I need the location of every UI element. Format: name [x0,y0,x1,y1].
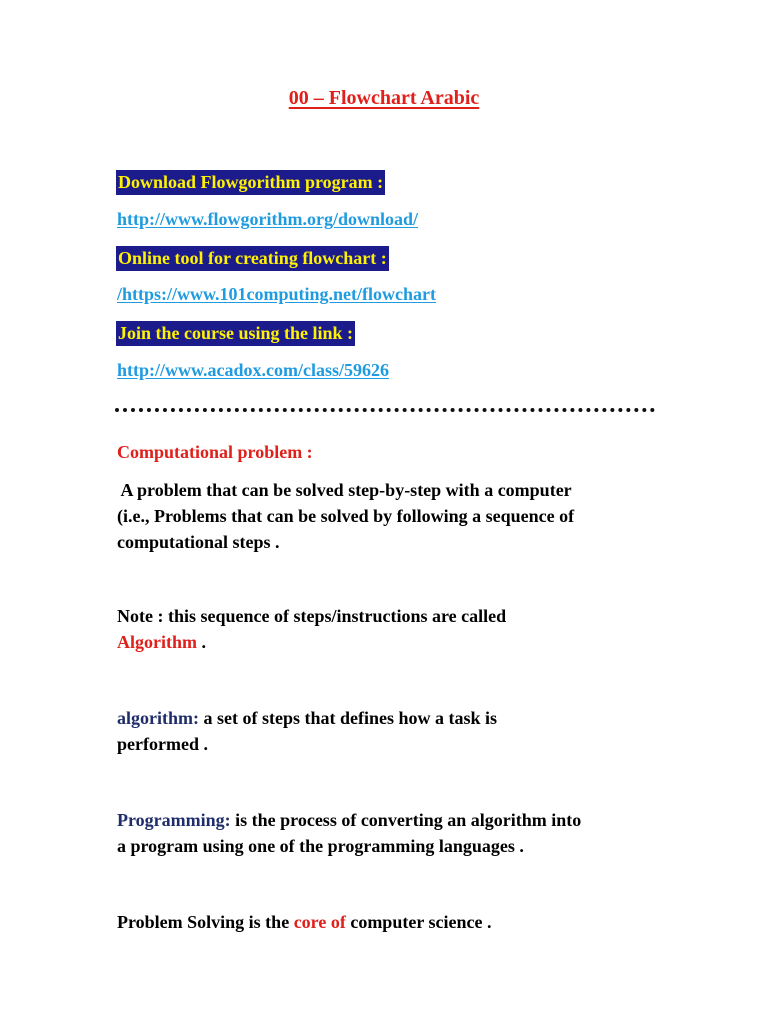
algorithm-term-suffix: . [197,632,206,652]
algorithm-definition-line-2: performed . [117,734,208,754]
course-link[interactable]: http://www.acadox.com/class/59626 [117,360,389,380]
computational-problem-heading: Computational problem : [117,442,313,462]
course-label: Join the course using the link : [116,321,355,346]
note-line-1: Note : this sequence of steps/instructions are called [117,606,507,626]
computational-problem-line-1: A problem that can be solved step-by-step with a computer [117,480,572,500]
programming-definition-line-2: a program using one of the programming languages . [117,836,524,856]
computational-problem-line-3: computational steps . [117,532,280,552]
algorithm-term: Algorithm [117,632,197,652]
algorithm-definition-line-1 [117,705,497,731]
problem-solving-prefix: Problem Solving is the [117,912,294,932]
programming-definition-line-1 [117,807,581,833]
download-label: Download Flowgorithm program : [116,170,385,195]
programming-definition-term: Programming: [117,810,231,830]
download-link[interactable]: http://www.flowgorithm.org/download/ [117,209,419,229]
problem-solving-highlight: core of [293,912,346,932]
algorithm-definition-term: algorithm: [117,708,199,728]
programming-definition-text: is the process of converting an algorithm into [230,810,582,830]
computational-problem-line-2: (i.e., Problems that can be solved by following a sequence of [117,506,575,526]
note-line-2 [117,629,206,655]
online-tool-label: Online tool for creating flowchart : [116,246,389,271]
online-tool-link[interactable]: /https://www.101computing.net/flowchart [117,284,436,304]
problem-solving-suffix: computer science . [345,912,492,932]
page-title: 00 – Flowchart Arabic [288,87,480,109]
problem-solving-statement [117,909,491,935]
dotted-divider [115,408,655,412]
algorithm-definition-text: a set of steps that defines how a task is [198,708,497,728]
